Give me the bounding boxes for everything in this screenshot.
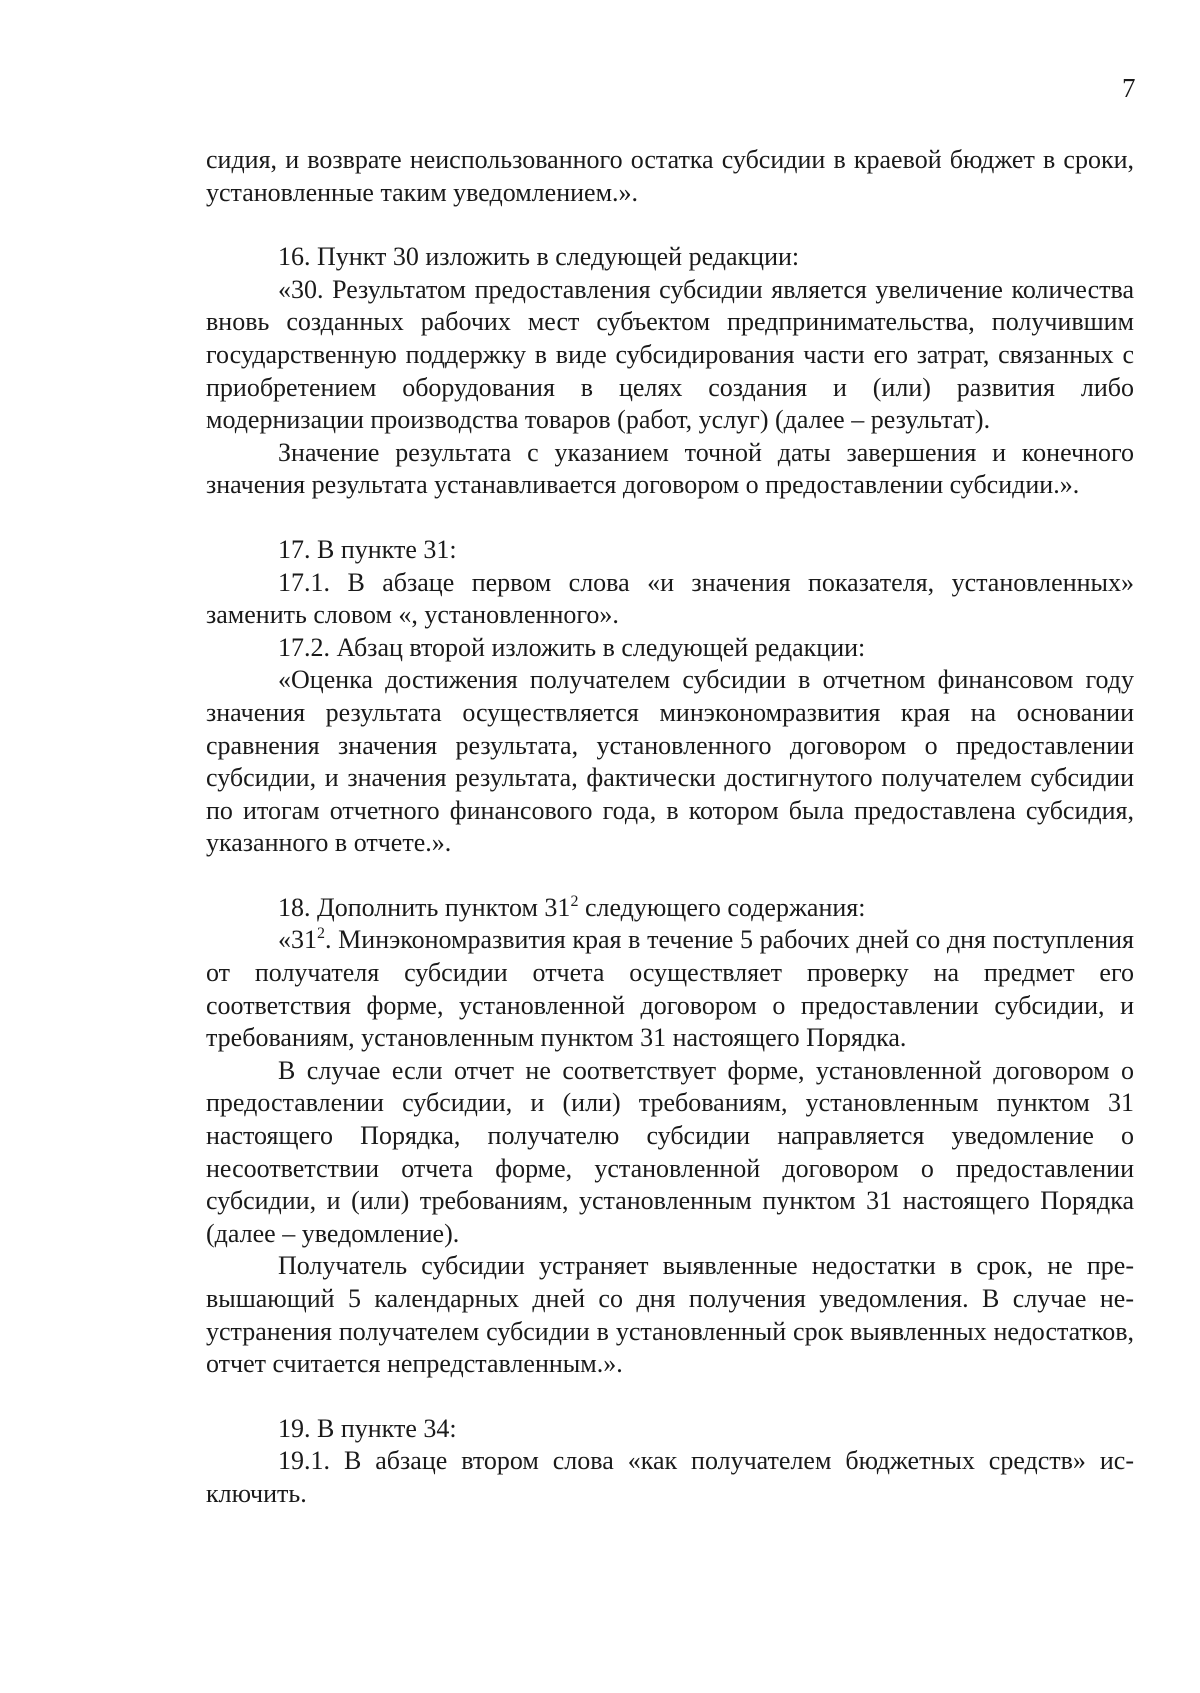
paragraph-text: В случае если отчет не соответствует форме, установленной договором о предоставлении субсидии, и (или) требованиям, установленным пунктом 31 настоящего Порядка, получателю субсидии направляется уведомление о несоответствии отчета форме, установленной договором о предоставлении субсидии, и (или) требованиям, установленным пунктом 31 настоящего Порядка (далее – уведомление). — [206, 1055, 1134, 1248]
paragraph — [206, 632, 1134, 665]
paragraph — [206, 1250, 1134, 1380]
page-number: 7 — [1122, 73, 1136, 103]
paragraph-text-continued: следующего содержания: — [578, 892, 866, 922]
paragraph — [206, 1445, 1134, 1510]
paragraph — [206, 437, 1134, 502]
paragraph — [206, 241, 1134, 274]
paragraph — [206, 1055, 1134, 1251]
paragraph — [206, 664, 1134, 860]
paragraph-text: 17. В пункте 31: — [278, 534, 457, 564]
paragraph-text: 17.2. Абзац второй изложить в следующей редакции: — [278, 632, 866, 662]
paragraph — [206, 567, 1134, 632]
paragraph-text: «30. Результатом предоставления субсидии является увеличение количества вновь созданных рабочих мест субъектом предпринимательства, получившим государственную поддержку в виде субсидирования части его затрат, связанных с приобретением оборудования в целях создания и (или) развития либо модернизации производства товаров (работ, услуг) (далее – результат). — [206, 274, 1134, 435]
paragraph — [206, 274, 1134, 437]
paragraph-text: 19. В пункте 34: — [278, 1413, 457, 1443]
paragraph-text: «Оценка достижения получателем субсидии в отчетном финансовом году значения результата осуществляется минэкономразвития края на основании сравнения значения результата, установленного договором о предоставлении субсидии, и значения результата, фактически достигнутого получателем субсидии по итогам отчетного финансового года, в котором была предоставлена субсидия, указанного в отчете.». — [206, 665, 1134, 858]
paragraph-text: сидия, и возврате неиспользованного остатка субсидии в краевой бюджет в сроки, установленные таким уведомлением.». — [206, 145, 1134, 207]
paragraph-text: 19.1. В абзаце втором слова «как получателем бюджетных средств» исключить. — [206, 1446, 1134, 1508]
paragraph — [206, 924, 1134, 1054]
document-body — [206, 144, 1134, 1511]
paragraph-text: 16. Пункт 30 изложить в следующей редакции: — [278, 242, 800, 272]
paragraph — [206, 892, 1134, 925]
paragraph-text-continued: . Минэкономразвития края в течение 5 рабочих дней со дня поступления от получателя субсидии отчета осуществляет проверку на предмет его соответствия форме, установленной договором о предоставлении субсидии, и требованиям, установленным пунктом 31 настоящего Порядка. — [206, 925, 1134, 1053]
paragraph-text: Получатель субсидии устраняет выявленные недостатки в срок, не превышающий 5 календарных дней со дня получения уведомления. В случае неустранения получателем субсидии в установленный срок выявленных недостатков, отчет считается непредставленным.». — [206, 1251, 1134, 1379]
paragraph-text: «31 — [278, 925, 317, 955]
paragraph — [206, 534, 1134, 567]
paragraph-text: Значение результата с указанием точной даты завершения и конечного значения результата устанавливается договором о предоставлении субсидии.». — [206, 437, 1134, 500]
superscript: 2 — [570, 892, 579, 910]
paragraph — [206, 1413, 1134, 1446]
paragraph — [206, 144, 1134, 209]
paragraph-text: 18. Дополнить пунктом 31 — [278, 892, 571, 922]
paragraph-text: 17.1. В абзаце первом слова «и значения показателя, установленных» заменить словом «, установленного». — [206, 567, 1134, 630]
superscript: 2 — [317, 925, 325, 943]
